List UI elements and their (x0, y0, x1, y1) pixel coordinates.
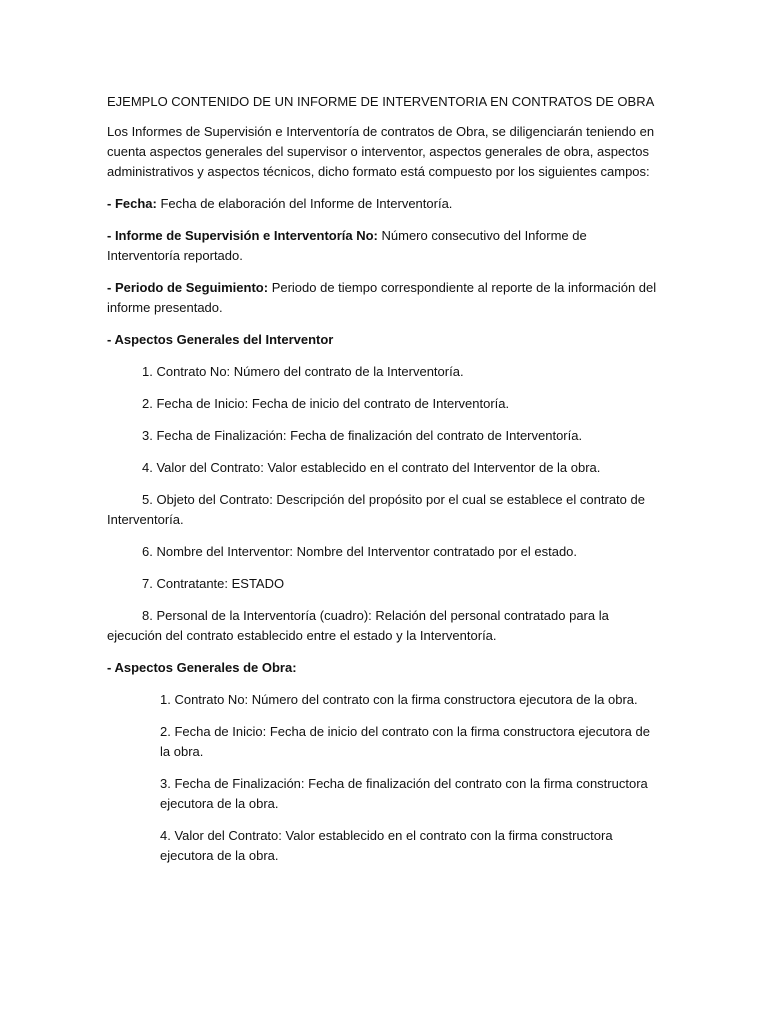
field-description: Periodo de tiempo correspondiente al reporte de la información del informe presentado. (107, 280, 657, 315)
list-item: 4. Valor del Contrato: Valor establecido en el contrato del Interventor de la obra. (142, 460, 601, 475)
list-item: 4. Valor del Contrato: Valor establecido en el contrato con la firma constructora ejecutora de la obra. (160, 828, 613, 863)
field-description: Número consecutivo del Informe de Interventoría reportado. (107, 228, 587, 263)
field-label: - Informe de Supervisión e Interventoría No: (107, 228, 378, 243)
list-item: 5. Objeto del Contrato: Descripción del propósito por el cual se establece el contrato de Interventoría. (107, 492, 645, 527)
list-item: 3. Fecha de Finalización: Fecha de finalización del contrato de Interventoría. (142, 428, 583, 443)
section-heading-text: - Aspectos Generales de Obra: (107, 660, 297, 675)
list-item: 1. Contrato No: Número del contrato con la firma constructora ejecutora de la obra. (160, 692, 638, 707)
list-item: 2. Fecha de Inicio: Fecha de inicio del contrato de Interventoría. (142, 396, 510, 411)
field-informe-no (107, 226, 658, 266)
list-item: 6. Nombre del Interventor: Nombre del Interventor contratado por el estado. (142, 544, 578, 559)
list-item: 2. Fecha de Inicio: Fecha de inicio del contrato con la firma constructora ejecutora de la obra. (160, 724, 650, 759)
list-item: 7. Contratante: ESTADO (142, 576, 285, 591)
list-item: 8. Personal de la Interventoría (cuadro): Relación del personal contratado para la ejecución del contrato establecido entre el estado y la Interventoría. (107, 608, 609, 643)
field-periodo-seguimiento (107, 278, 658, 318)
section-heading-text: - Aspectos Generales del Interventor (107, 332, 334, 347)
list-item: 3. Fecha de Finalización: Fecha de finalización del contrato con la firma constructora ejecutora de la obra. (160, 776, 648, 811)
field-label: - Periodo de Seguimiento: (107, 280, 269, 295)
document-title: EJEMPLO CONTENIDO DE UN INFORME DE INTERVENTORIA EN CONTRATOS DE OBRA (107, 94, 655, 109)
field-fecha (107, 194, 658, 214)
section-heading-obra (107, 658, 658, 678)
field-description: Fecha de elaboración del Informe de Interventoría. (156, 196, 453, 211)
list-item: 1. Contrato No: Número del contrato de la Interventoría. (142, 364, 464, 379)
interventor-list (107, 362, 658, 646)
obra-list (107, 690, 658, 866)
field-label: - Fecha: (107, 196, 157, 211)
section-heading-interventor (107, 330, 658, 350)
intro-paragraph: Los Informes de Supervisión e Interventoría de contratos de Obra, se diligenciarán teniendo en cuenta aspectos generales del supervisor o interventor, aspectos generales de obra, aspectos administrativos y aspectos técnicos, dicho formato está compuesto por los siguientes campos: (107, 124, 655, 179)
